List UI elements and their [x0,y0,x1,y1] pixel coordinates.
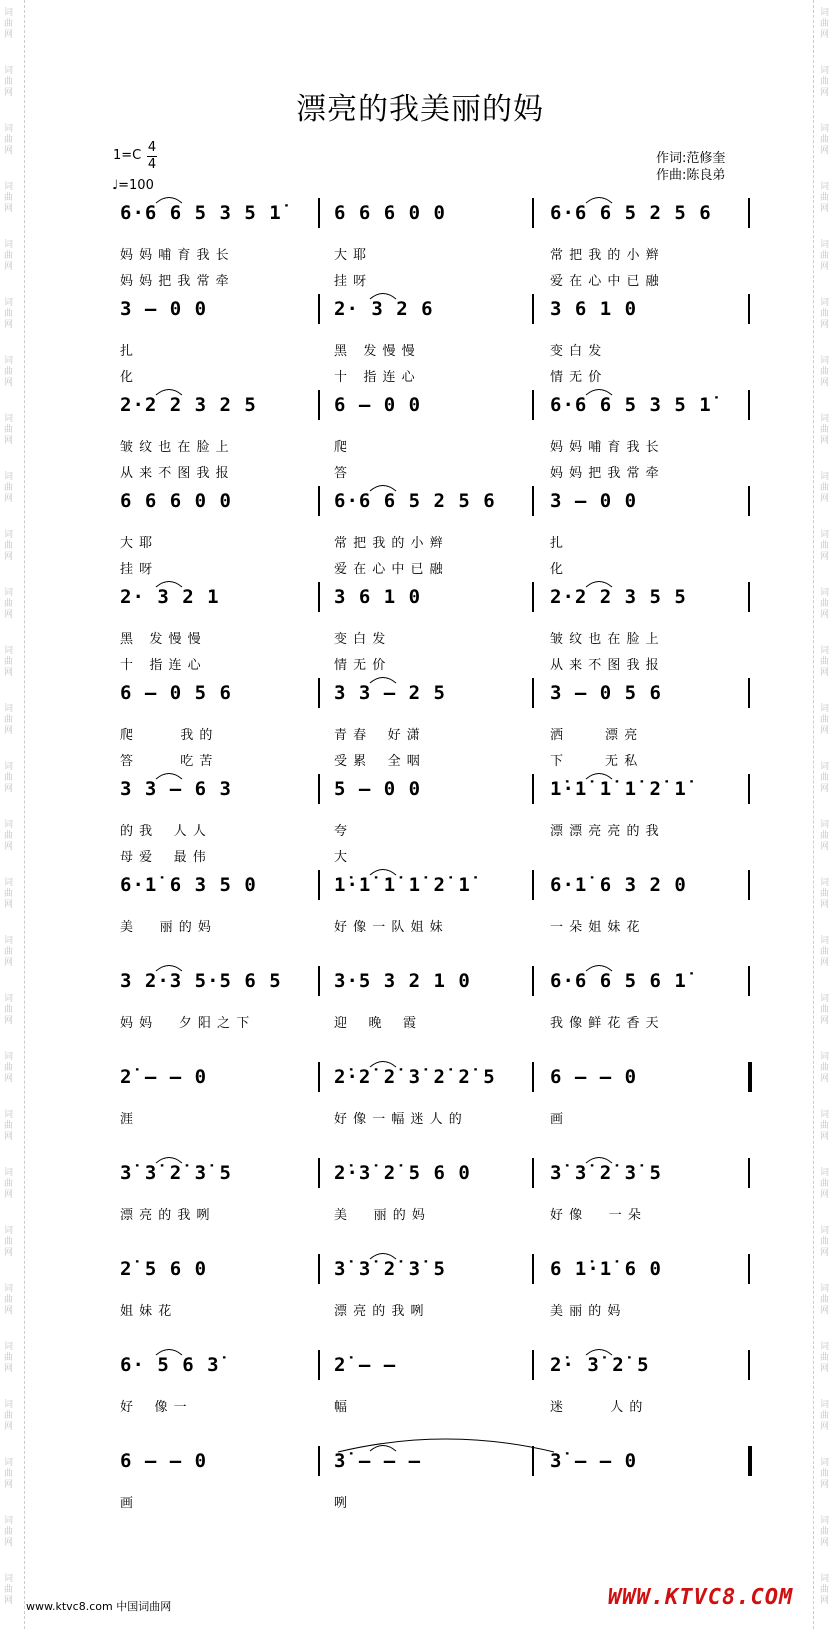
measure-notes: 6· 5 6 3̇ [120,1354,220,1376]
watermark-text: 词曲网 [4,530,14,562]
watermark-text: 词曲网 [4,936,14,968]
key-signature: 1=C [113,148,142,163]
lyric-line-1: 青 春 好 潇 [334,728,421,743]
measure-notes: 6·6 6 5 6 1̇ [550,970,687,992]
slur-mark [368,1250,398,1260]
song-title: 漂亮的我美丽的妈 [296,92,544,127]
lyric-line-1: 我 像 鲜 花 香 天 [550,1016,660,1031]
lyric-line-2: 答 [334,466,349,481]
lyric-line-1: 漂 亮 的 我 咧 [120,1208,211,1223]
lyric-line-1: 咧 [334,1496,349,1511]
lyric-line-1: 漂 亮 的 我 咧 [334,1304,425,1319]
bar-line [748,774,750,804]
bar-line [748,678,750,708]
watermark-text: 词曲网 [4,1516,14,1548]
measure-notes: 6·6 6 5 3 5 1̇ [550,394,712,416]
lyric-line-1: 洒 漂 亮 [550,728,639,743]
lyric-line-2: 化 [550,562,565,577]
watermark-text: 词曲网 [4,1458,14,1490]
watermark-text: 词曲网 [820,878,830,910]
measure-notes: 2̇ – – 0 [120,1066,208,1088]
bar-line [748,966,750,996]
bar-line [532,1062,534,1092]
measure-notes: 3̇ – – – [334,1450,422,1472]
lyric-line-2: 答 吃 苦 [120,754,214,769]
measure-notes: 3̇ 3̇ 2̇ 3̇ 5 [120,1162,232,1184]
slur-mark [368,290,398,300]
watermark-text: 词曲网 [820,182,830,214]
watermark-text: 词曲网 [820,704,830,736]
bar-line [532,198,534,228]
slur-mark [584,578,614,588]
slur-mark [154,194,184,204]
measure-notes: 2·2 2 3 2 5 [120,394,257,416]
measure-notes: 6 – – 0 [120,1450,208,1472]
lyric-line-2: 爱 在 心 中 已 融 [334,562,444,577]
lyric-line-2: 母 爱 最 伟 [120,850,207,865]
lyric-line-1: 迎 晚 霞 [334,1016,418,1031]
bar-line [318,1350,320,1380]
lyric-line-2: 妈 妈 把 我 常 牵 [120,274,230,289]
watermark-text: 词曲网 [4,240,14,272]
watermark-text: 词曲网 [820,530,830,562]
bar-line [748,870,750,900]
measure-notes: 3 3 – 2 5 [334,682,446,704]
bar-line [318,486,320,516]
watermark-text: 词曲网 [4,298,14,330]
lyric-line-1: 扎 [550,536,565,551]
time-signature-top: 4 [147,140,157,155]
measure-notes: 5 – 0 0 [334,778,422,800]
measure-notes: 3 6 1 0 [334,586,422,608]
measure-notes: 2̇·3̇ 2̇ 5 6 0 [334,1162,471,1184]
lyric-line-1: 幅 [334,1400,349,1415]
watermark-text: 词曲网 [4,124,14,156]
measure-notes: 6 6 6 0 0 [334,202,446,224]
lyric-line-2: 挂 呀 [334,274,368,289]
watermark-text: 词曲网 [820,472,830,504]
watermark-text: 词曲网 [820,1516,830,1548]
footer-site-text: www.ktvc8.com 中国词曲网 [26,1600,172,1613]
composer: 作曲:陈良弟 [656,168,726,183]
watermark-text: 词曲网 [820,124,830,156]
lyric-line-1: 好 像 一 朵 [550,1208,642,1223]
bar-line [748,486,750,516]
measure-notes: 2· 3 2 1 [120,586,220,608]
watermark-text: 词曲网 [4,66,14,98]
lyricist: 作词:范修奎 [656,151,726,166]
time-signature [146,140,158,173]
measure-notes: 3·5 3 2 1 0 [334,970,471,992]
bar-line [532,294,534,324]
measure-notes: 6·6 6 5 3 5 1̇ [120,202,282,224]
watermark-text: 词曲网 [4,762,14,794]
lyric-line-2: 从 来 不 图 我 报 [550,658,660,673]
watermark-text: 词曲网 [820,646,830,678]
bar-line [318,870,320,900]
measure-notes: 2̇ 5 6 0 [120,1258,208,1280]
slur-mark [154,386,184,396]
lyric-line-2: 从 来 不 图 我 报 [120,466,230,481]
watermark-text: 词曲网 [4,1052,14,1084]
lyric-line-1: 妈 妈 哺 育 我 长 [120,248,230,263]
measure-notes: 6 – 0 0 [334,394,422,416]
lyric-line-1: 爬 我 的 [120,728,214,743]
lyric-line-1: 扎 [120,344,135,359]
lyric-line-1: 常 把 我 的 小 辫 [550,248,660,263]
watermark-text: 词曲网 [4,1226,14,1258]
bar-line [748,198,750,228]
tempo-marking: ♩=100 [112,178,154,193]
bar-line [318,198,320,228]
measure-notes: 6 6 6 0 0 [120,490,232,512]
lyric-line-1: 变 白 发 [334,632,387,647]
lyric-line-1: 妈 妈 夕 阳 之 下 [120,1016,251,1031]
measure-notes: 3 6 1 0 [550,298,638,320]
lyric-line-1: 姐 妹 花 [120,1304,173,1319]
bar-line [748,582,750,612]
measure-notes: 6·1̇ 6 3 5 0 [120,874,257,896]
lyric-line-1: 黑 发 慢 慢 [120,632,202,647]
bar-line [532,966,534,996]
measure-notes: 2· 3 2 6 [334,298,434,320]
watermark-text: 词曲网 [4,472,14,504]
watermark-text: 词曲网 [4,414,14,446]
watermark-text: 词曲网 [820,994,830,1026]
watermark-text: 词曲网 [820,1574,830,1606]
right-page-edge [813,0,816,1629]
slur-mark [368,866,398,876]
bar-line [748,1446,752,1476]
lyric-line-1: 的 我 人 人 [120,824,207,839]
slur-mark [584,770,614,780]
lyric-line-2: 十 指 连 心 [334,370,416,385]
watermark-text: 词曲网 [820,1342,830,1374]
measure-notes: 2̇ – – [334,1354,397,1376]
watermark-text: 词曲网 [820,588,830,620]
watermark-text: 词曲网 [820,1168,830,1200]
bar-line [532,486,534,516]
measure-notes: 3 3 – 6 3 [120,778,232,800]
lyric-line-1: 美 丽 的 妈 [550,1304,622,1319]
bar-line [748,1062,752,1092]
lyric-line-2: 下 无 私 [550,754,639,769]
bar-line [532,678,534,708]
lyric-line-1: 美 丽 的 妈 [334,1208,426,1223]
lyric-line-1: 黑 发 慢 慢 [334,344,416,359]
lyric-line-1: 常 把 我 的 小 辫 [334,536,444,551]
lyric-line-1: 涯 [120,1112,135,1127]
watermark-text: 词曲网 [4,878,14,910]
watermark-text: 词曲网 [4,820,14,852]
lyric-line-1: 漂 漂 亮 亮 的 我 [550,824,660,839]
bar-line [532,390,534,420]
slur-mark [154,1154,184,1164]
bar-line [748,1158,750,1188]
lyric-line-1: 美 丽 的 妈 [120,920,212,935]
measure-notes: 3 – 0 5 6 [550,682,662,704]
measure-notes: 6 – 0 5 6 [120,682,232,704]
lyric-line-1: 夸 [334,824,349,839]
watermark-text: 词曲网 [820,1052,830,1084]
watermark-text: 词曲网 [820,1110,830,1142]
lyric-line-2: 妈 妈 把 我 常 牵 [550,466,660,481]
watermark-text: 词曲网 [820,298,830,330]
watermark-text: 词曲网 [4,1168,14,1200]
lyric-line-1: 好 像 一 幅 迷 人 的 [334,1112,463,1127]
slur-mark [154,578,184,588]
lyric-line-2: 化 [120,370,135,385]
measure-notes: 6·6 6 5 2 5 6 [334,490,496,512]
measure-notes: 3 – 0 0 [120,298,208,320]
measure-notes: 6 – – 0 [550,1066,638,1088]
measure-notes: 3 2·3 5·5 6 5 [120,970,282,992]
bar-line [318,294,320,324]
bar-line [318,1446,320,1476]
watermark-text: 词曲网 [4,1110,14,1142]
lyric-line-1: 皱 纹 也 在 脸 上 [550,632,660,647]
bar-line [318,678,320,708]
lyric-line-1: 皱 纹 也 在 脸 上 [120,440,230,455]
lyric-line-2: 情 无 价 [550,370,603,385]
lyric-line-1: 大 耶 [334,248,368,263]
lyric-line-2: 挂 呀 [120,562,154,577]
bar-line [748,1350,750,1380]
credits [656,150,725,184]
lyric-line-1: 一 朵 姐 妹 花 [550,920,641,935]
slur-mark [154,770,184,780]
bar-line [318,1062,320,1092]
slur-mark [154,1346,184,1356]
lyric-line-1: 变 白 发 [550,344,603,359]
watermark-text: 词曲网 [4,1400,14,1432]
bar-line [318,390,320,420]
watermark-text: 词曲网 [4,1574,14,1606]
bar-line [532,1254,534,1284]
bar-line [318,966,320,996]
lyric-line-1: 大 耶 [120,536,154,551]
time-signature-bottom: 4 [147,157,157,172]
measure-notes: 3̇ – – 0 [550,1450,638,1472]
measure-notes: 2·2 2 3 5 5 [550,586,687,608]
watermark-text: 词曲网 [820,1400,830,1432]
bar-line [532,1158,534,1188]
slur-mark [368,482,398,492]
measure-notes: 6 1̇·1̇ 6 0 [550,1258,662,1280]
lyric-line-1: 画 [550,1112,565,1127]
watermark-text: 词曲网 [820,936,830,968]
slur-mark [584,386,614,396]
watermark-text: 词曲网 [820,8,830,40]
watermark-text: 词曲网 [4,182,14,214]
footer-logo: WWW.KTVC8.COM [608,1585,794,1610]
bar-line [318,774,320,804]
watermark-text: 词曲网 [820,414,830,446]
lyric-line-1: 妈 妈 哺 育 我 长 [550,440,660,455]
bar-line [748,390,750,420]
slur-mark [368,1058,398,1068]
slur-mark [584,1346,614,1356]
lyric-line-1: 好 像 一 队 姐 妹 [334,920,444,935]
watermark-text: 词曲网 [4,1342,14,1374]
watermark-text: 词曲网 [4,356,14,388]
bar-line [748,294,750,324]
slur-mark [584,962,614,972]
lyric-line-2: 十 指 连 心 [120,658,202,673]
watermark-text: 词曲网 [4,994,14,1026]
watermark-text: 词曲网 [4,704,14,736]
slur-mark [368,674,398,684]
lyric-line-2: 爱 在 心 中 已 融 [550,274,660,289]
watermark-text: 词曲网 [4,8,14,40]
slur-mark [154,962,184,972]
bar-line [532,774,534,804]
lyric-line-2: 大 [334,850,349,865]
lyric-line-2: 受 累 全 咽 [334,754,421,769]
measure-notes: 6·1̇ 6 3 2 0 [550,874,687,896]
lyric-line-2: 情 无 价 [334,658,387,673]
watermark-text: 词曲网 [820,240,830,272]
measure-notes: 2̇·2̇ 2̇ 3̇ 2̇ 2̇ 5 [334,1066,496,1088]
long-tie-mark [336,1434,556,1454]
measure-notes: 2̇· 3̇ 2̇ 5 [550,1354,650,1376]
watermark-text: 词曲网 [820,1226,830,1258]
watermark-text: 词曲网 [820,356,830,388]
bar-line [318,1254,320,1284]
watermark-text: 词曲网 [820,820,830,852]
measure-notes: 3̇ 3̇ 2̇ 3̇ 5 [550,1162,662,1184]
lyric-line-1: 爬 [334,440,349,455]
bar-line [532,1350,534,1380]
slur-mark [584,1154,614,1164]
measure-notes: 3̇ 3̇ 2̇ 3̇ 5 [334,1258,446,1280]
watermark-text: 词曲网 [4,1284,14,1316]
watermark-text: 词曲网 [820,66,830,98]
lyric-line-1: 画 [120,1496,135,1511]
watermark-text: 词曲网 [4,646,14,678]
watermark-text: 词曲网 [820,1458,830,1490]
slur-mark [584,194,614,204]
left-page-edge [24,0,27,1629]
measure-notes: 1̇·1̇ 1̇ 1̇ 2̇ 1̇ [334,874,471,896]
measure-notes: 1̇·1̇ 1̇ 1̇ 2̇ 1̇ [550,778,687,800]
watermark-text: 词曲网 [820,762,830,794]
bar-line [318,1158,320,1188]
watermark-text: 词曲网 [820,1284,830,1316]
lyric-line-1: 迷 人 的 [550,1400,644,1415]
bar-line [532,870,534,900]
bar-line [318,582,320,612]
watermark-text: 词曲网 [4,588,14,620]
measure-notes: 3 – 0 0 [550,490,638,512]
bar-line [532,582,534,612]
measure-notes: 6·6 6 5 2 5 6 [550,202,712,224]
bar-line [748,1254,750,1284]
lyric-line-1: 好 像 一 [120,1400,188,1415]
